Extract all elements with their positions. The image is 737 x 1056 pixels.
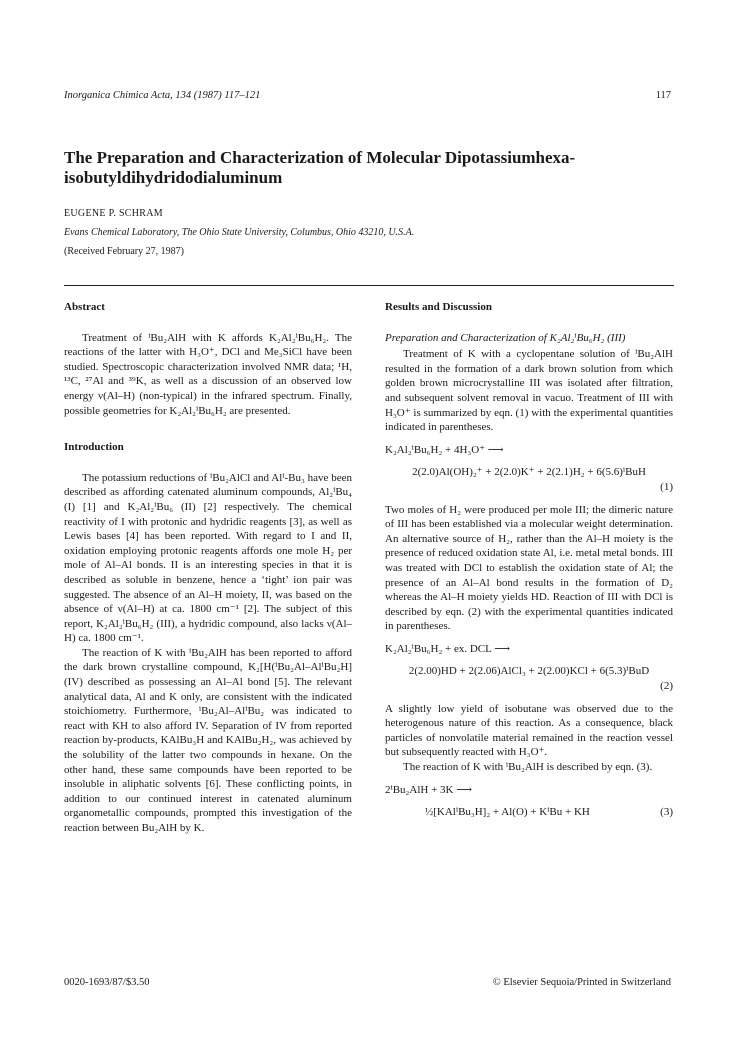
equation-2-lhs: K₂Al₂ⁱBu₆H₂ + ex. DCL ⟶ (385, 642, 510, 655)
results-paragraph-1: Treatment of K with a cyclopentane solution of ⁱBu₂AlH resulted in the formation of a dark brown solution from which golden brown microcrystalline III was isolated after filtration, and subsequent solvent removal in vacuo. Treatment of III with H₃O⁺ is summarized by eqn. (1) with the experimental quantities indicated in parentheses. (385, 348, 673, 434)
equation-1 (385, 443, 673, 495)
abstract-text: Treatment of ⁱBu₂AlH with K affords K₂Al₂ⁱBu₆H₂. The reactions of the latter with H₃O⁺, DCl and Me₃SiCl have been studied. Spectroscopic characterization involved NMR data; ¹H, ¹³C, ²⁷Al and ³⁹K, as well as a discussion of an observed low energy ν(Al–H) (non-typical) in the infrared spectrum. Finally, possible geometries for K₂Al₂ⁱBu₆H₂ are presented. (64, 331, 352, 417)
equation-3 (385, 783, 673, 820)
page-number: 117 (655, 90, 671, 101)
footer-code: 0020-1693/87/$3.50 (64, 977, 150, 988)
equation-1-lhs: K₂Al₂ⁱBu₆H₂ + 4H₃O⁺ ⟶ (385, 443, 504, 456)
author-name: EUGENE P. SCHRAM (64, 208, 163, 219)
equation-2-rhs: 2(2.00)HD + 2(2.06)AlCl₃ + 2(2.00)KCl + 6(5.3)ⁱBuD (408, 665, 650, 678)
footer-publisher: © Elsevier Sequoia/Printed in Switzerland (492, 977, 671, 988)
equation-2 (385, 642, 673, 694)
equation-3-number: (3) (660, 806, 673, 819)
right-column (385, 300, 673, 828)
results-paragraph-4: The reaction of K with ⁱBu₂AlH is described by eqn. (3). (403, 761, 653, 774)
results-paragraph-3: A slightly low yield of isobutane was observed due to the heterogenous nature of this reaction. As a consequence, black particles of nonvolatile material remained in the reaction vessel but subsequently reacted with H₃O⁺. (385, 702, 673, 759)
article-title: The Preparation and Characterization of Molecular Dipotassiumhexa-isobutyldihydridodialuminum (64, 148, 576, 187)
equation-2-number: (2) (660, 680, 673, 693)
left-column (64, 300, 352, 836)
equation-1-number: (1) (660, 480, 673, 493)
header-rule (64, 285, 674, 286)
received-date: (Received February 27, 1987) (64, 246, 184, 257)
introduction-heading: Introduction (64, 441, 124, 454)
equation-3-lhs: 2ⁱBu₂AlH + 3K ⟶ (385, 783, 472, 796)
equation-1-rhs: 2(2.0)Al(OH)₂⁺ + 2(2.0)K⁺ + 2(2.1)H₂ + 6(5.6)ⁱBuH (412, 466, 646, 479)
author-affiliation: Evans Chemical Laboratory, The Ohio State University, Columbus, Ohio 43210, U.S.A. (64, 227, 415, 238)
results-subheading: Preparation and Characterization of K₂Al₂ⁱBu₆H₂ (III) (385, 331, 626, 344)
results-paragraph-2: Two moles of H₂ were produced per mole III; the dimeric nature of III has been established via a molecular weight determination. An alternative source of H₂, rather than the Al–H moiety is the presence of reduced oxidation state Al, i.e. metal metal bonds. III was treated with DCl to establish the oxidation state of Al; the presence of an Al–Al bond results in the formation of D₂ whereas the Al–H moiety yields HD. Reaction of III with DCl is described by eqn. (2) with the experimental quantities indicated in parentheses. (385, 503, 673, 633)
abstract-heading: Abstract (64, 301, 105, 313)
intro-paragraph-2: The reaction of K with ⁱBu₂AlH has been reported to afford the dark brown crystalline compound, K₂[H(ⁱBu₂Al–AlⁱBu₂H] (IV) described as possessing an Al–Al bond [5]. The relevant analytical data, Al and K only, are consistent with the indicated stoichiometry. Furthermore, ⁱBu₂Al–AlⁱBu₂ was indicated to react with KH to also afford IV. Separation of IV from reported reaction by-products, KAlBu₃H and KAlBu₂H₂, was achieved by the solubility of the latter two compounds in hexane. On the other hand, these same compounds have been reported to be insoluble in aliphatic solvents [6]. These conflicting points, in addition to our continued interest in catenated aluminum organometallic compounds, prompted this investigation of the reaction between Bu₂AlH by K. (64, 646, 352, 834)
equation-3-rhs: ½[KAlⁱBu₃H]₂ + Al(O) + KⁱBu + KH (425, 806, 590, 819)
journal-reference: Inorganica Chimica Acta, 134 (1987) 117–121 (64, 90, 261, 101)
results-heading: Results and Discussion (385, 301, 492, 313)
intro-paragraph-1: The potassium reductions of ⁱBu₂AlCl and Alⁱ-Bu₃ have been described as affording catenated aluminum compounds, Al₂ⁱBu₄ (I) [1] and K₂Al₂ⁱBu₆ (II) [2] respectively. The chemical reactivity of I with protonic and hydridic reagents [3], as well as Lewis bases [4] has been reported. With regard to I and II, oxidation employing protonic reagents affords one mole H₂ per mole of Al–Al bonds. II is an interesting species in that it is described as soluble in benzene, hence a ‘tight’ ion pair was suggested. The absence of an Al–H moiety, II, was based on the absence of ν(Al–H) at ca. 1800 cm⁻¹ [2]. The subject of this report, K₂Al₂ⁱBu₆H₂ (III), a hydridic compound, also lacks ν(Al–H) ca. 1800 cm⁻¹. (64, 471, 352, 645)
